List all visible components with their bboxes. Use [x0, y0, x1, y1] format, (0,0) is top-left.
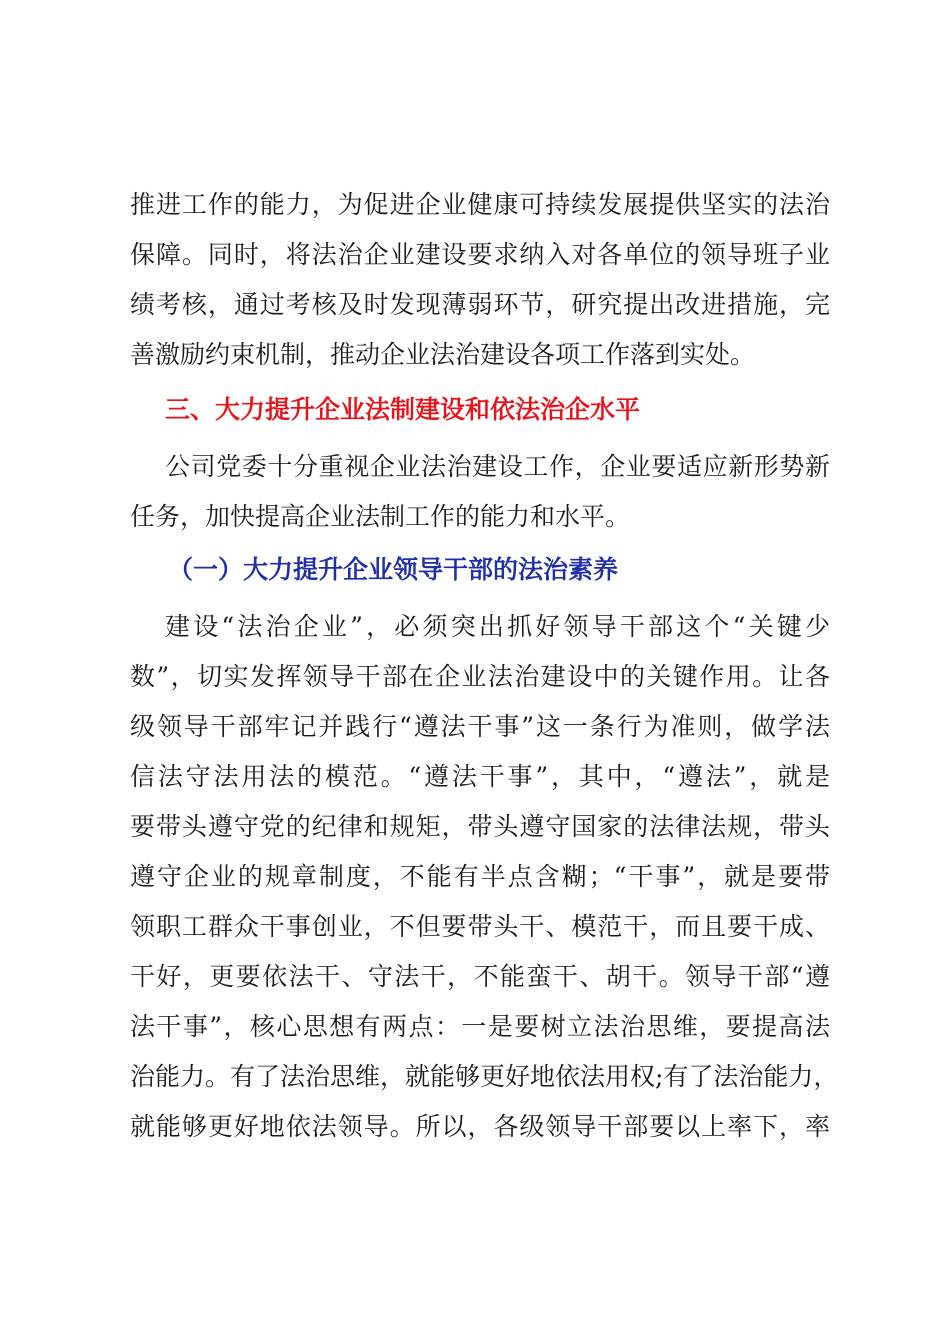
- paragraph-3-line-10: 治能力。有了法治思维，就能够更好地依法用权;有了法治能力，: [130, 1062, 839, 1091]
- paragraph-3-line-6: 遵守企业的规章制度，不能有半点含糊；“干事”，就是要带: [130, 862, 830, 891]
- paragraph-3-line-2: 数”，切实发挥领导干部在企业法治建设中的关键作用。让各: [130, 662, 830, 691]
- paragraph-3-line-1: 建设“法治企业”，必须突出抓好领导干部这个“关键少: [165, 612, 830, 641]
- paragraph-3-line-5: 要带头遵守党的纪律和规矩，带头遵守国家的法律法规，带头: [130, 812, 830, 841]
- paragraph-3-line-4: 信法守法用法的模范。“遵法干事”，其中，“遵法”，就是: [130, 762, 830, 791]
- paragraph-3-line-11: 就能够更好地依法领导。所以，各级领导干部要以上率下，率: [130, 1112, 830, 1141]
- paragraph-3-line-3: 级领导干部牢记并践行“遵法干事”这一条行为准则，做学法: [130, 712, 830, 741]
- paragraph-3-line-8: 干好，更要依法干、守法干，不能蛮干、胡干。领导干部“遵: [130, 962, 830, 991]
- section-3-heading: 三、大力提升企业法制建设和依法治企水平: [165, 395, 641, 424]
- paragraph-3-line-9: 法干事”，核心思想有两点：一是要树立法治思维，要提高法: [130, 1012, 830, 1041]
- paragraph-3-line-7: 领职工群众干事创业，不但要带头干、模范干，而且要干成、: [130, 912, 830, 941]
- paragraph-1-line-1: 推进工作的能力，为促进企业健康可持续发展提供坚实的法治: [130, 190, 830, 219]
- paragraph-1-line-3: 绩考核，通过考核及时发现薄弱环节，研究提出改进措施，完: [130, 290, 830, 319]
- paragraph-2-line-1: 公司党委十分重视企业法治建设工作，企业要适应新形势新: [165, 452, 830, 481]
- paragraph-2-line-2: 任务，加快提高企业法制工作的能力和水平。: [130, 502, 631, 531]
- paragraph-1-line-2: 保障。同时，将法治企业建设要求纳入对各单位的领导班子业: [130, 240, 830, 269]
- paragraph-1-line-4: 善激励约束机制，推动企业法治建设各项工作落到实处。: [130, 340, 756, 369]
- subsection-1-heading: （一）大力提升企业领导干部的法治素养: [168, 555, 619, 584]
